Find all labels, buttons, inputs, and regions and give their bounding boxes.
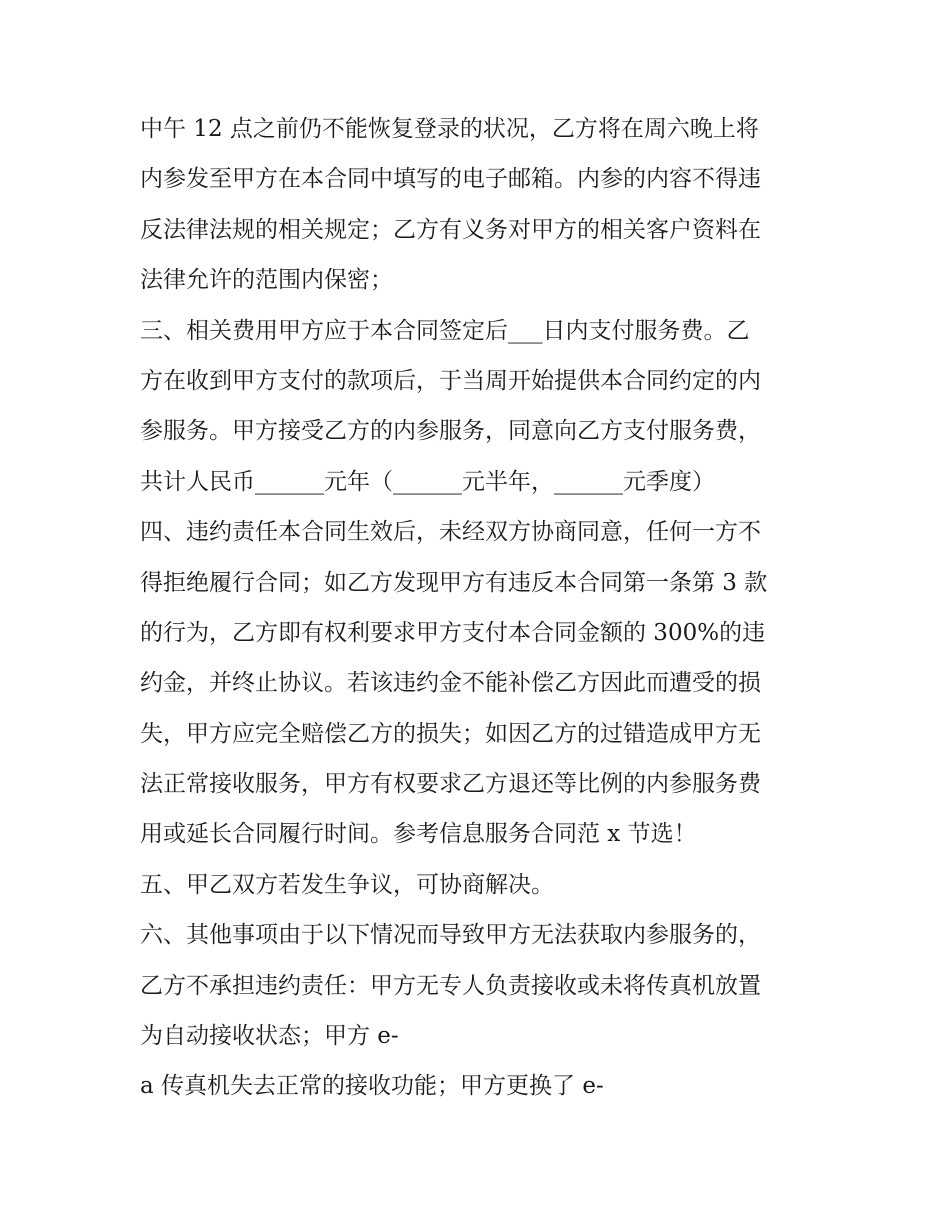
text-line: 方在收到甲方支付的款项后，于当周开始提供本合同约定的内	[140, 367, 761, 394]
contract-text	[140, 104, 830, 1112]
section-four-heading-line: 四、违约责任本合同生效后，未经双方协商同意，任何一方不	[140, 519, 761, 546]
text-line: 共计人民币______元年（______元半年，______元季度）	[140, 468, 715, 495]
text-line: 参服务。甲方接受乙方的内参服务，同意向乙方支付服务费，	[140, 418, 761, 445]
text-line: 约金，并终止协议。若该违约金不能补偿乙方因此而遭受的损	[140, 670, 761, 697]
section-three-heading-line: 三、相关费用甲方应于本合同签定后___日内支付服务费。乙	[140, 317, 750, 344]
section-six-heading-line: 六、其他事项由于以下情况而导致甲方无法获取内参服务的，	[140, 922, 761, 949]
text-line: 中午 12 点之前仍不能恢复登录的状况，乙方将在周六晚上将	[140, 116, 759, 142]
text-line: 反法律法规的相关规定；乙方有义务对甲方的相关客户资料在	[140, 216, 761, 243]
text-line: 内参发至甲方在本合同中填写的电子邮箱。内参的内容不得违	[140, 166, 761, 193]
text-line: 为自动接收状态；甲方 e-	[140, 1023, 399, 1050]
section-five-heading-line: 五、甲乙双方若发生争议，可协商解决。	[140, 871, 554, 898]
text-line: 得拒绝履行合同；如乙方发现甲方有违反本合同第一条第 3 款	[140, 569, 768, 596]
text-line: 用或延长合同履行时间。参考信息服务合同范 x 节选！	[140, 821, 697, 848]
text-line: 法正常接收服务，甲方有权要求乙方退还等比例的内参服务费	[140, 771, 761, 798]
text-line: a 传真机失去正常的接收功能；甲方更换了 e-	[140, 1073, 604, 1100]
text-line: 的行为，乙方即有权利要求甲方支付本合同金额的 300%的违	[140, 619, 766, 646]
text-line: 法律允许的范围内保密；	[140, 267, 393, 294]
text-line: 乙方不承担违约责任：甲方无专人负责接收或未将传真机放置	[140, 972, 761, 999]
text-line: 失，甲方应完全赔偿乙方的损失；如因乙方的过错造成甲方无	[140, 720, 761, 747]
